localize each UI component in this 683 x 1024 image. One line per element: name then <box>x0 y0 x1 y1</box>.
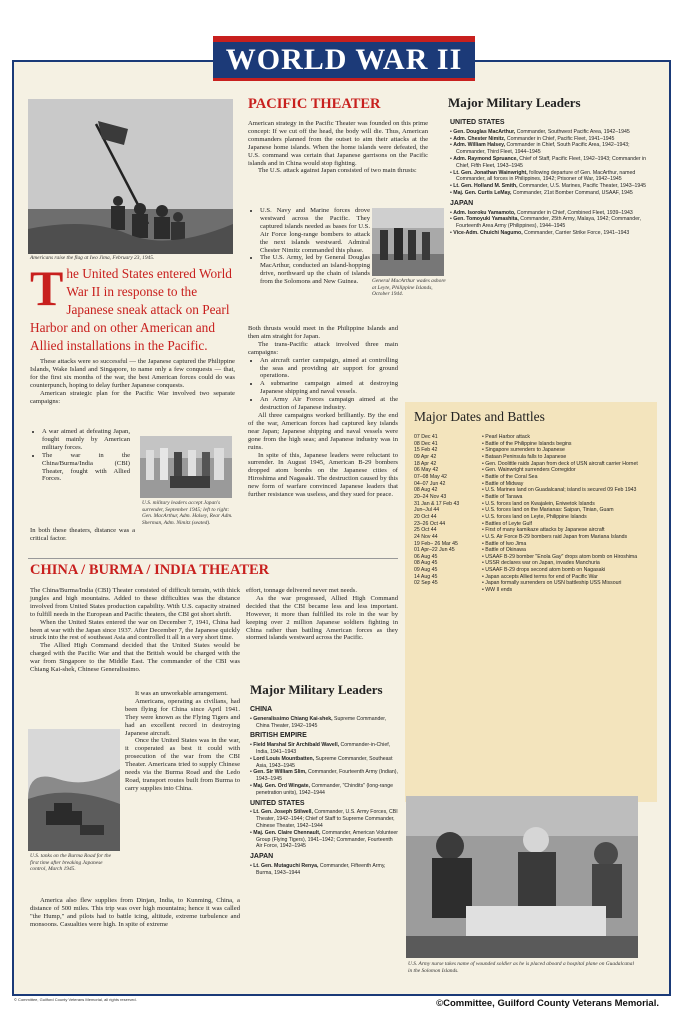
intro-lead <box>30 260 235 355</box>
event-cell: • Pearl Harbor attack <box>482 434 530 440</box>
event-cell: • Battle of Okinawa <box>482 547 526 554</box>
date-row <box>414 501 654 508</box>
date-cell: 08 Aug 42 <box>414 487 438 494</box>
date-cell: 24 Nov 44 <box>414 533 438 540</box>
pacific-paragraph: In spite of this, Japanese leaders were reluctant to surrender. In August 1945, American B-29 bombers dropped atom bombs on the Japanese cities of Hiroshima and Nagasaki. The destruction caused by this new form of warfare convinced Japanese leaders that further resistance was useless, and they sued for peace. <box>248 451 398 499</box>
list-item: • An aircraft carrier campaign, aimed at controlling the seas and providing air support for ground operations. <box>260 357 398 381</box>
date-row <box>414 441 654 448</box>
footer-copyright: ©Committee, Guilford County Veterans Memorial. <box>436 998 659 1009</box>
list-item: • Gen. Douglas MacArthur, Commander, Southwest Pacific Area, 1942–1945 <box>450 128 630 135</box>
pacific-paragraph: The U.S. attack against Japan consisted of two main thrusts: <box>258 167 417 175</box>
list-item: • The war in the China/Burma/India (CBI) Theater, fought with Allied Forces. <box>42 452 130 484</box>
event-cell: • Singapore surrenders to Japanese <box>482 447 565 454</box>
date-row <box>414 574 654 581</box>
guadalcanal-caption: U.S. Army nurse takes name of wounded soldier as he is placed aboard a hospital plane on Guadalcanal in the Solomon Islands. <box>408 961 634 974</box>
list-item: • Lt. Gen. Holland M. Smith, Commander, U.S. Marines, Pacific Theater, 1943–1945 <box>450 183 647 190</box>
country-label: CHINA <box>250 706 273 713</box>
country-label: JAPAN <box>250 853 274 861</box>
leaders-pacific-heading: Major Military Leaders <box>448 95 581 110</box>
page-title: WORLD WAR II <box>213 42 475 78</box>
list-item: • Field Marshal Sir Archibald Wavell, Commander-in-Chief, India, 1941–1943 <box>250 742 391 755</box>
date-cell: 07–08 May 42 <box>414 473 447 480</box>
date-cell: 04–07 Jun 42 <box>414 480 446 487</box>
date-row <box>414 514 654 521</box>
intro-body <box>30 358 235 405</box>
cbi-paragraph: It was an unworkable arrangement. <box>135 690 228 697</box>
list-item: • Adm. Raymond Spruance, Chief of Staff, Pacific Fleet, 1942–1943; Commander in Chief, Fifth Fleet, 1943–1945 <box>450 155 647 169</box>
surrender-caption: U.S. military leaders accept Japan's surrender, September 1945; left to right: Gen. MacArthur, Adm. Halsey, Rear Adm. Sherman, Adm. Nimitz (seated). <box>142 500 233 526</box>
list-item: • U.S. Navy and Marine forces drove westward across the Pacific. They captured islands needed as bases for U.S. Air Force long-range bombers to attack the next islands westward. Admiral Chester Nimitz commanded this phase. <box>260 207 370 254</box>
guadalcanal-photo <box>406 796 638 958</box>
country-label: BRITISH EMPIRE <box>250 732 307 740</box>
list-item: • An Army Air Forces campaign aimed at the destruction of Japanese industry. <box>260 396 398 412</box>
date-row <box>414 527 654 534</box>
intro-paragraph: American strategic plan for the Pacific War involved two separate campaigns: <box>30 389 235 405</box>
intro-body-end <box>30 527 135 543</box>
list-item: • The U.S. Army, led by General Douglas MacArthur, conducted an island-hopping drive, northward up the chain of islands from the Solomons and New Guinea. <box>260 254 370 286</box>
date-cell: 01 Apr–22 Jun 45 <box>414 547 455 554</box>
cbi-body <box>30 587 240 674</box>
date-row <box>414 481 654 488</box>
cbi-paragraph: The Allied High Command decided that the United States would be charged with the Pacific War and that the British would be charged with the war from Singapore to the Middle East. The commander of the CBI was Chiang Kai-shek, Chinese Generalissimo. <box>30 642 240 674</box>
list-item: • A war aimed at defeating Japan, fought mainly by American military forces. <box>42 428 130 452</box>
cbi-body-col2 <box>246 587 398 642</box>
list-item: • Lt. Gen. Joseph Stilwell, Commander, U.S. Army Forces, CBI Theater, 1942–1944; Chief of Staff to Supreme Commander, Chinese Theater, 1942–1944 <box>250 809 398 829</box>
event-cell: • First of many kamikaze attacks by Japanese aircraft <box>482 527 605 534</box>
cbi-paragraph: When the United States entered the war on December 7, 1941, China had been at war with the Japan since 1937. After December 7, the Japanese quickly struck into the rest of southeast Asia and controlled it all in a very short time. <box>30 618 240 642</box>
list-item: • Adm. William Halsey, Commander in Chief, South Pacific Area, 1942–1943; Commander, Third Fleet, 1944–1945 <box>450 142 630 156</box>
list-item: • Maj. Gen. Curtis LeMay, Commander, 21st Bomber Command, USAAF, 1945 <box>450 189 633 196</box>
country-label: UNITED STATES <box>250 799 305 807</box>
pacific-body <box>248 120 428 175</box>
date-cell: 08 Aug 45 <box>414 560 438 567</box>
list-item: • Generalissimo Chiang Kai-shek, Supreme Commander, China Theater, 1942–1945 <box>250 715 387 729</box>
date-cell: 18 Apr 42 <box>414 460 437 467</box>
leaders-cbi-heading: Major Military Leaders <box>250 682 383 697</box>
list-item: • Lt. Gen. Mutaguchi Renya, Commander, Fifteenth Army, Burma, 1943–1944 <box>250 862 386 876</box>
list-item: • Gen. Sir William Slim, Commander, Fourteenth Army (Indian), 1943–1945 <box>250 769 398 783</box>
date-cell: 20–24 Nov 43 <box>414 493 447 500</box>
dates-table <box>414 434 654 594</box>
cbi-paragraph: As the war progressed, Allied High Command decided that the CBI became less and less important. However, it more than fulfilled its role in the war by keeping over 2 million Japanese soldiers fighting in China rather than battling American forces as they stormed islands westward across the Pacific. <box>246 594 398 642</box>
event-cell: • U.S. Marines land on Guadalcanal; island is secured 09 Feb 1943 <box>482 487 637 494</box>
event-cell: • USAAF B-29 drops second atom bomb on Nagasaki <box>482 567 606 574</box>
date-cell: 15 Feb 42 <box>414 447 438 454</box>
date-cell: 02 Sep 45 <box>414 580 438 587</box>
event-cell: • Gen. Doolittle raids Japan from deck of USN aircraft carrier Hornet <box>482 460 638 467</box>
list-item: • Vice-Adm. Chuichi Nagumo, Commander, Carrier Strike Force, 1941–1943 <box>450 229 630 236</box>
event-cell: • Battle of Tarawa <box>482 493 523 500</box>
intro-dropcap: T <box>30 260 64 316</box>
date-cell: 09 Apr 42 <box>414 453 437 460</box>
event-cell: • U.S. forces land on Leyte, Philippine Islands <box>482 513 587 520</box>
event-cell: • U.S. forces land on Kwajalein, Eniwetok Islands <box>482 500 595 507</box>
leaders-pacific-list <box>450 116 655 237</box>
section-divider <box>28 558 398 559</box>
date-row <box>414 560 654 567</box>
intro-paragraph: These attacks were so successful — the Japanese captured the Philippine Islands, Wake Island and Singapore, to name only a few conquests — that, for the first six months of the war, the best American forces could do was counterpunch, hoping to delay further Japanese conquests. <box>30 358 235 389</box>
country-label: UNITED STATES <box>450 119 505 126</box>
date-row <box>414 521 654 528</box>
pacific-paragraph: Both thrusts would meet in the Philippine Islands and then aim straight for Japan. <box>248 325 398 340</box>
date-row <box>414 494 654 501</box>
date-row <box>414 580 654 587</box>
date-cell: 07 Dec 41 <box>414 434 438 440</box>
iwo-jima-caption: Americans raise the flag at Iwo Jima, February 23, 1945. <box>30 255 155 261</box>
list-item: • Adm. Isoroku Yamamoto, Commander in Chief, Combined Fleet, 1939–1943 <box>450 209 633 216</box>
date-cell: 06 Aug 45 <box>414 553 438 560</box>
cbi-paragraph: Americans, operating as civilians, had been flying for China since April 1941. They were known as the Flying Tigers and had an excellent record in destroying Japanese aircraft. <box>125 697 240 737</box>
date-row <box>414 447 654 454</box>
macarthur-illustration <box>372 208 444 276</box>
leaders-cbi-list <box>250 703 400 877</box>
intro-bullets <box>30 428 130 483</box>
date-cell <box>414 587 482 594</box>
date-row <box>414 547 654 554</box>
date-row <box>414 467 654 474</box>
event-cell: • Japan accepts Allied terms for end of Pacific War <box>482 573 598 580</box>
intro-lead-text: he United States entered World War II in response to the Japanese sneak attack on Pearl Harbor and on other American and Allied installations in the Pacific. <box>30 266 232 353</box>
date-row <box>414 454 654 461</box>
guadalcanal-illustration <box>406 796 638 958</box>
burma-tanks-illustration <box>28 729 120 851</box>
date-cell: 23–26 Oct 44 <box>414 520 446 527</box>
footer-fine-print: © Committee, Guilford County Veterans Memorial, all rights reserved. <box>14 997 137 1002</box>
date-row <box>414 567 654 574</box>
iwo-jima-photo <box>28 99 233 254</box>
list-item: • Lord Louis Mountbatten, Supreme Commander, Southeast Asia, 1943–1945 <box>250 755 393 769</box>
cbi-body-bottom <box>30 897 240 929</box>
cbi-paragraph: Once the United States was in the war, it cooperated as best it could with prosecution of the war from the CBI Theater. Americans tried to supply Chinese needs via the Burma Road and the Ledo Road, transport routes built from Burma to carry supplies into China. <box>125 737 240 792</box>
date-row <box>414 541 654 548</box>
date-row <box>414 487 654 494</box>
event-cell: • Battle of Iwo Jima <box>482 540 527 547</box>
date-cell: 09 Aug 45 <box>414 567 438 574</box>
list-item: • Lt. Gen. Jonathan Wainwright, following departure of Gen. MacArthur, named Commander, all forces in Philippines, 1942; Prisoner of War, 1942–1945 <box>450 169 636 183</box>
event-cell: • Battle of the Philippine Islands begins <box>482 440 572 447</box>
event-cell: • Gen. Wainwright surrenders Corregidor <box>482 467 576 474</box>
date-cell: 25 Oct 44 <box>414 527 437 534</box>
date-cell: 14 Aug 45 <box>414 573 438 580</box>
event-cell: • U.S. Air Force B-29 bombers raid Japan from Mariana Islands <box>482 533 628 540</box>
date-cell: 31 Jan & 17 Feb 43 <box>414 500 460 507</box>
pacific-heading: PACIFIC THEATER <box>248 96 381 112</box>
macarthur-caption: General MacArthur wades ashore at Leyte, Philippine Islands, October 1944. <box>372 278 446 297</box>
cbi-paragraph: The China/Burma/India (CBI) Theater consisted of difficult terrain, with thick jungles and high mountains. Added to these difficulties was the distance involved from United States production capability. With U.S. capacity strained to fulfill needs in the European and Pacific theaters, the CBI got short shrift. <box>30 587 240 618</box>
pacific-bullets <box>248 207 370 286</box>
list-item: • Gen. Tomoyuki Yamashita, Commander, 25th Army, Malaya, 1942; Commander, Fourteenth Area Army (Philippines), 1944–1945 <box>450 216 641 230</box>
date-cell: 06 May 42 <box>414 467 439 474</box>
pacific-paragraph: All three campaigns worked brilliantly. By the end of the war, American forces had captured key islands near Japan; Japanese shipping and naval vessels were gone from the high seas; and Japanese industry was in ruins. <box>248 411 398 451</box>
list-item: • Maj. Gen. Ord Wingate, Commander, "Chindits" (long-range penetration units), 1942–1944 <box>250 782 393 796</box>
event-cell: • Battles of Leyte Gulf <box>482 520 532 527</box>
surrender-photo <box>140 436 232 498</box>
list-item: • A submarine campaign aimed at destroying Japanese shipping and naval vessels. <box>260 380 398 396</box>
event-cell: • Battle of Midway <box>482 480 524 487</box>
date-row <box>414 507 654 514</box>
date-row <box>414 461 654 468</box>
date-row <box>414 474 654 481</box>
cbi-heading: CHINA / BURMA / INDIA THEATER <box>30 562 270 578</box>
date-cell: 20 Oct 44 <box>414 513 437 520</box>
cbi-body-wrap <box>125 690 240 792</box>
cbi-paragraph: America also flew supplies from Dinjan, India, to Kunming, China, a distance of 500 miles. This trip was over high mountains; hence it was called "the Hump," and pilots had to battle icing, altitude, extreme turbulence and monsoons. Casualties were high. In spite of extreme <box>30 897 240 928</box>
date-cell: 08 Dec 41 <box>414 440 438 447</box>
surrender-illustration <box>140 436 232 498</box>
date-row <box>414 534 654 541</box>
list-item: • Maj. Gen. Claire Chennault, Commander, American Volunteer Group (Flying Tigers), 1941–1942; Commander, Fourteenth Air Force, 1942–1945 <box>250 829 398 850</box>
list-item: • Adm. Chester Nimitz, Commander in Chief, Pacific Fleet, 1941–1945 <box>450 135 615 142</box>
dates-heading: Major Dates and Battles <box>414 409 545 424</box>
burma-tanks-photo <box>28 729 120 851</box>
date-row <box>414 434 654 441</box>
date-cell: Jun–Jul 44 <box>414 507 440 514</box>
iwo-jima-illustration <box>28 99 233 254</box>
event-cell: • USSR declares war on Japan, invades Manchuria <box>482 560 600 567</box>
burma-tanks-caption: U.S. tanks on the Burma Road for the first time after breaking Japanese control, March 1945. <box>30 853 112 872</box>
date-row <box>414 587 654 594</box>
event-cell: • USAAF B-29 bomber "Enola Gay" drops atom bomb on Hiroshima <box>482 553 638 560</box>
title-bottom-rule <box>213 78 475 81</box>
country-label: JAPAN <box>450 199 474 207</box>
pacific-paragraph: The trans-Pacific attack involved three main campaigns: <box>248 340 398 356</box>
event-cell: • Japan formally surrenders on USN battleship USS Missouri <box>482 580 622 587</box>
pacific-body-2 <box>248 325 398 499</box>
date-row <box>414 554 654 561</box>
pacific-paragraph: American strategy in the Pacific Theater was founded on this prime concept: If we cut off the head, the body will die. Thus, American commanders planned from the outset to aim their attacks at the Japanese home islands. When the home islands were defeated, the U.S. command was certain that Japanese garrisons on the Pacific islands and in China would stop fighting. <box>248 120 428 167</box>
cbi-paragraph: effort, tonnage delivered never met needs. <box>246 587 358 594</box>
event-cell: • Battle of the Coral Sea <box>482 473 538 480</box>
intro-paragraph: In both these theaters, distance was a critical factor. <box>30 527 135 542</box>
date-cell: 19 Feb– 26 Mar 45 <box>414 540 458 547</box>
event-cell: • U.S. forces land on the Marianas: Saipan, Tinian, Guam <box>482 507 614 514</box>
macarthur-photo <box>372 208 444 276</box>
event-cell: • WW II ends <box>482 587 513 594</box>
event-cell: • Bataan Peninsula falls to Japanese <box>482 453 567 460</box>
